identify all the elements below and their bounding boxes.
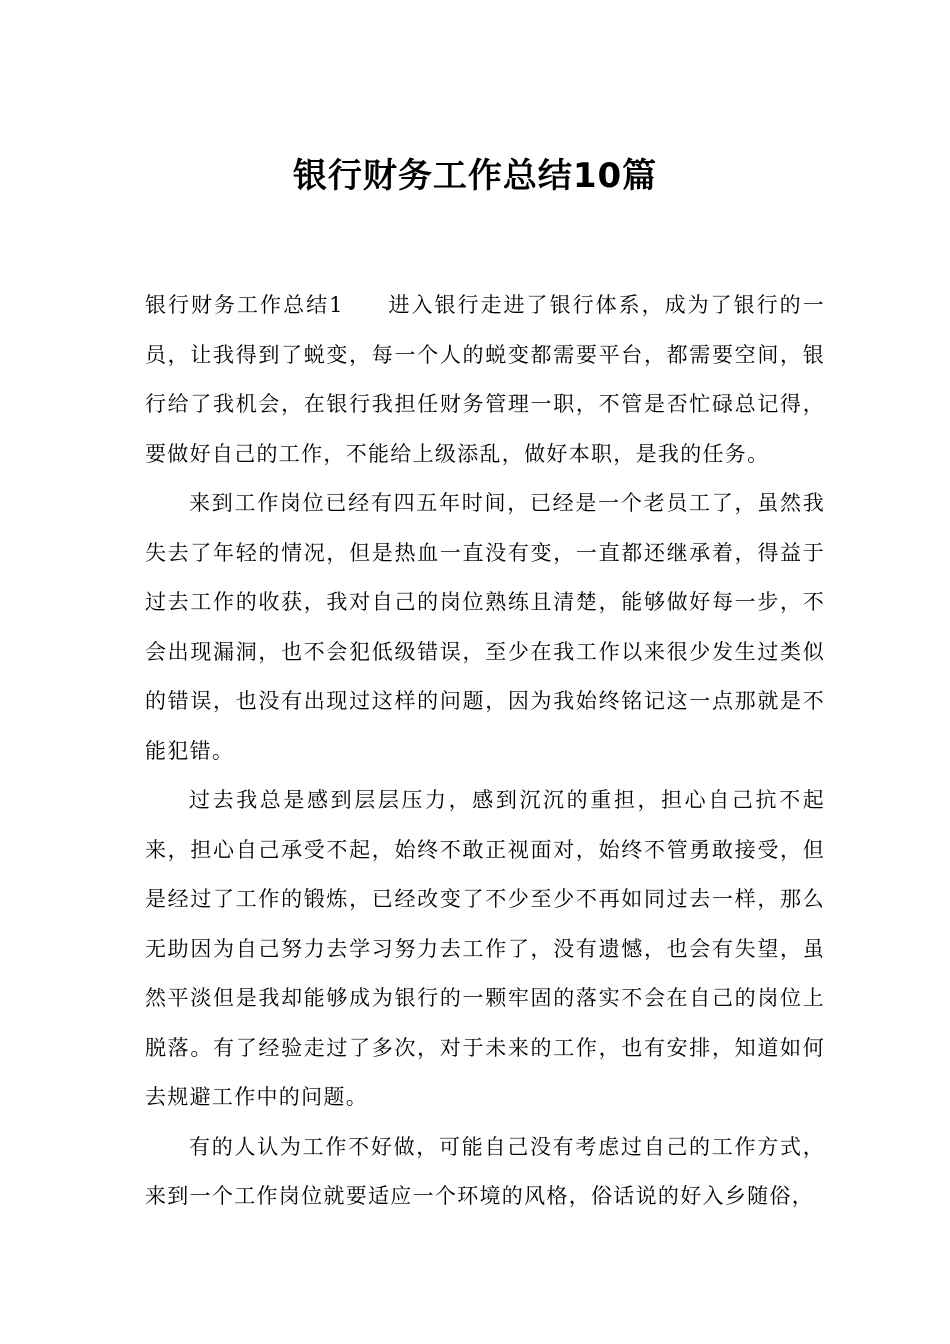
- paragraph-3: 过去我总是感到层层压力，感到沉沉的重担，担心自己抗不起来，担心自己承受不起，始终不敢正视面对，始终不管勇敢接受，但是经过了工作的锻炼，已经改变了不少至少不再如同过去一样，那么无助因为自己努力去学习努力去工作了，没有遗憾，也会有失望，虽然平淡但是我却能够成为银行的一颗牢固的落实不会在自己的岗位上脱落。有了经验走过了多次，对于未来的工作，也有安排，知道如何去规避工作中的问题。: [145, 788, 825, 1109]
- document-title: 银行财务工作总结10篇: [292, 155, 658, 196]
- paragraph-1: [145, 281, 825, 479]
- section-label: 银行财务工作总结1: [145, 293, 344, 317]
- document-body: [145, 281, 825, 1222]
- paragraph-2: 来到工作岗位已经有四五年时间，已经是一个老员工了，虽然我失去了年轻的情况，但是热血一直没有变，一直都还继承着，得益于过去工作的收获，我对自己的岗位熟练且清楚，能够做好每一步，不会出现漏洞，也不会犯低级错误，至少在我工作以来很少发生过类似的错误，也没有出现过这样的问题，因为我始终铭记这一点那就是不能犯错。: [145, 491, 825, 763]
- paragraph-4: 有的人认为工作不好做，可能自己没有考虑过自己的工作方式，来到一个工作岗位就要适应一个环境的风格，俗话说的好入乡随俗，: [145, 1134, 825, 1208]
- paragraph-1-text: 进入银行走进了银行体系，成为了银行的一员，让我得到了蜕变，每一个人的蜕变都需要平台，都需要空间，银行给了我机会，在银行我担任财务管理一职，不管是否忙碌总记得，要做好自己的工作，不能给上级添乱，做好本职，是我的任务。: [145, 293, 825, 466]
